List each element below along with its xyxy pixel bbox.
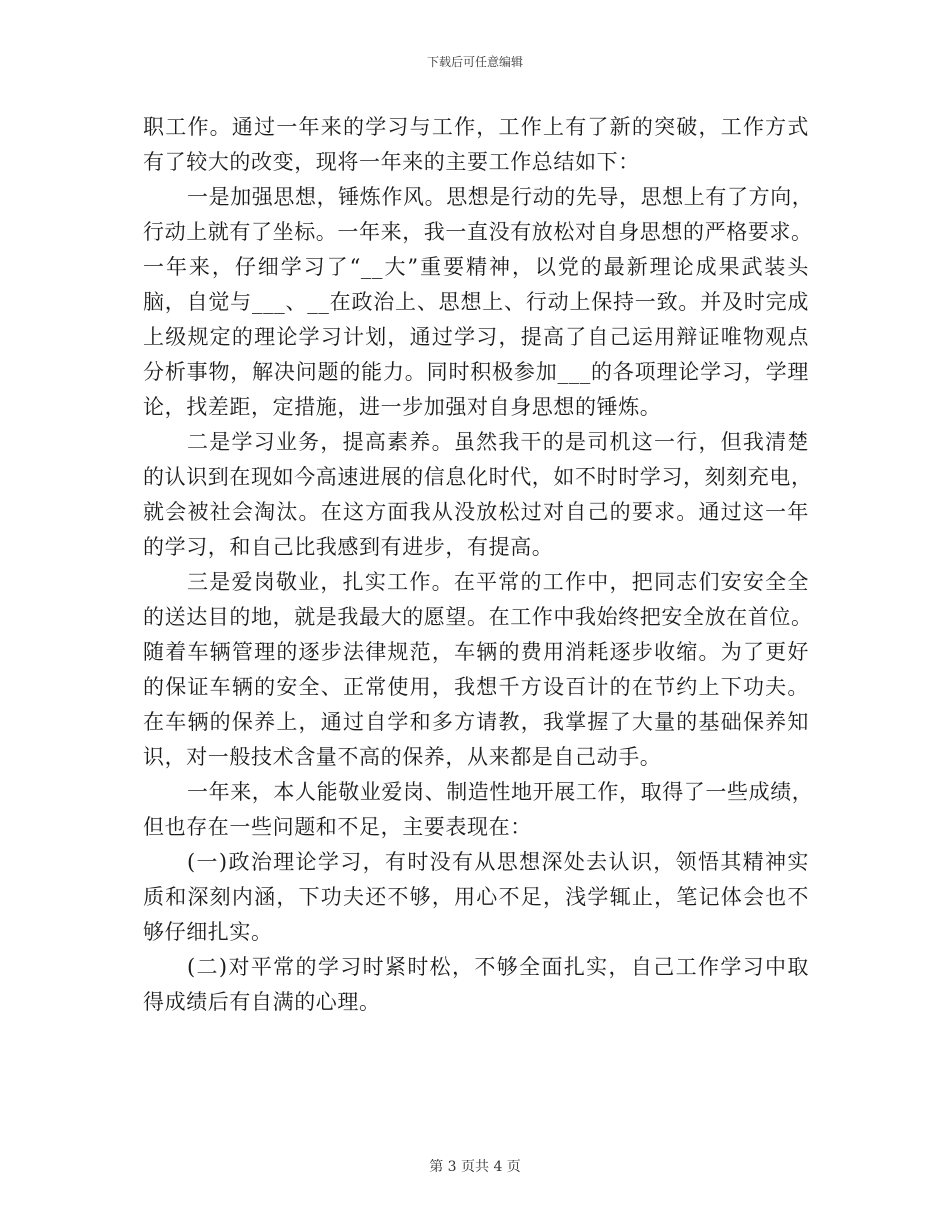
text-line: 有了较大的改变，现将一年来的主要工作总结如下： [143, 150, 640, 174]
page-footer: 第 3 页共 4 页 [429, 1159, 521, 1175]
text-line: 就会被社会淘汰。在这方面我从没放松过对自己的要求。通过这一年 [143, 500, 809, 524]
text-line: 脑，自觉与___、__在政治上、思想上、行动上保持一致。并及时完成 [143, 290, 809, 314]
document-body [143, 110, 814, 1020]
paragraph-first-line: 一是加强思想，锤炼作风。思想是行动的先导，思想上有了方向， [187, 185, 814, 209]
paragraph-first-line: 二是学习业务，提高素养。虽然我干的是司机这一行，但我清楚 [187, 430, 809, 454]
text-line: 的学习，和自己比我感到有进步，有提高。 [143, 535, 554, 559]
text-line: 的保证车辆的安全、正常使用，我想千方设百计的在节约上下功夫。 [143, 675, 809, 699]
text-line: 论，找差距，定措施，进一步加强对自身思想的锤炼。 [143, 395, 662, 419]
text-line: 够仔细扎实。 [143, 920, 273, 944]
text-line: 职工作。通过一年来的学习与工作，工作上有了新的突破，工作方式 [143, 115, 809, 139]
text-line: 行动上就有了坐标。一年来，我一直没有放松对自身思想的严格要求。 [143, 220, 813, 244]
text-line: 随着车辆管理的逐步法律规范，车辆的费用消耗逐步收缩。为了更好 [143, 640, 809, 664]
text-line: 上级规定的理论学习计划，通过学习，提高了自己运用辩证唯物观点 [143, 325, 809, 349]
text-line: 分析事物，解决问题的能力。同时积极参加___的各项理论学习，学理 [143, 360, 809, 384]
text-line: 在车辆的保养上，通过自学和多方请教，我掌握了大量的基础保养知 [143, 710, 809, 734]
paragraph-first-line: 一年来，本人能敬业爱岗、制造性地开展工作，取得了一些成绩， [187, 780, 814, 804]
paragraph-first-line: (一)政治理论学习，有时没有从思想深处去认识，领悟其精神实 [187, 850, 809, 874]
paragraph-first-line: 三是爱岗敬业，扎实工作。在平常的工作中，把同志们安安全全 [187, 570, 809, 594]
text-line: 得成绩后有自满的心理。 [143, 990, 381, 1014]
text-line: 但也存在一些问题和不足，主要表现在： [143, 815, 532, 839]
text-line: 质和深刻内涵，下功夫还不够，用心不足，浅学辄止，笔记体会也不 [143, 885, 809, 909]
page-header: 下载后可任意编辑 [426, 55, 523, 69]
paragraph-first-line: (二)对平常的学习时紧时松，不够全面扎实，自己工作学习中取 [187, 955, 809, 979]
text-line: 的认识到在现如今高速进展的信息化时代，如不时时学习，刻刻充电， [143, 465, 813, 489]
text-line: 一年来，仔细学习了“__大”重要精神，以党的最新理论成果武装头 [143, 255, 809, 279]
text-line: 识，对一般技术含量不高的保养，从来都是自己动手。 [143, 745, 662, 769]
text-line: 的送达目的地，就是我最大的愿望。在工作中我始终把安全放在首位。 [143, 605, 813, 629]
